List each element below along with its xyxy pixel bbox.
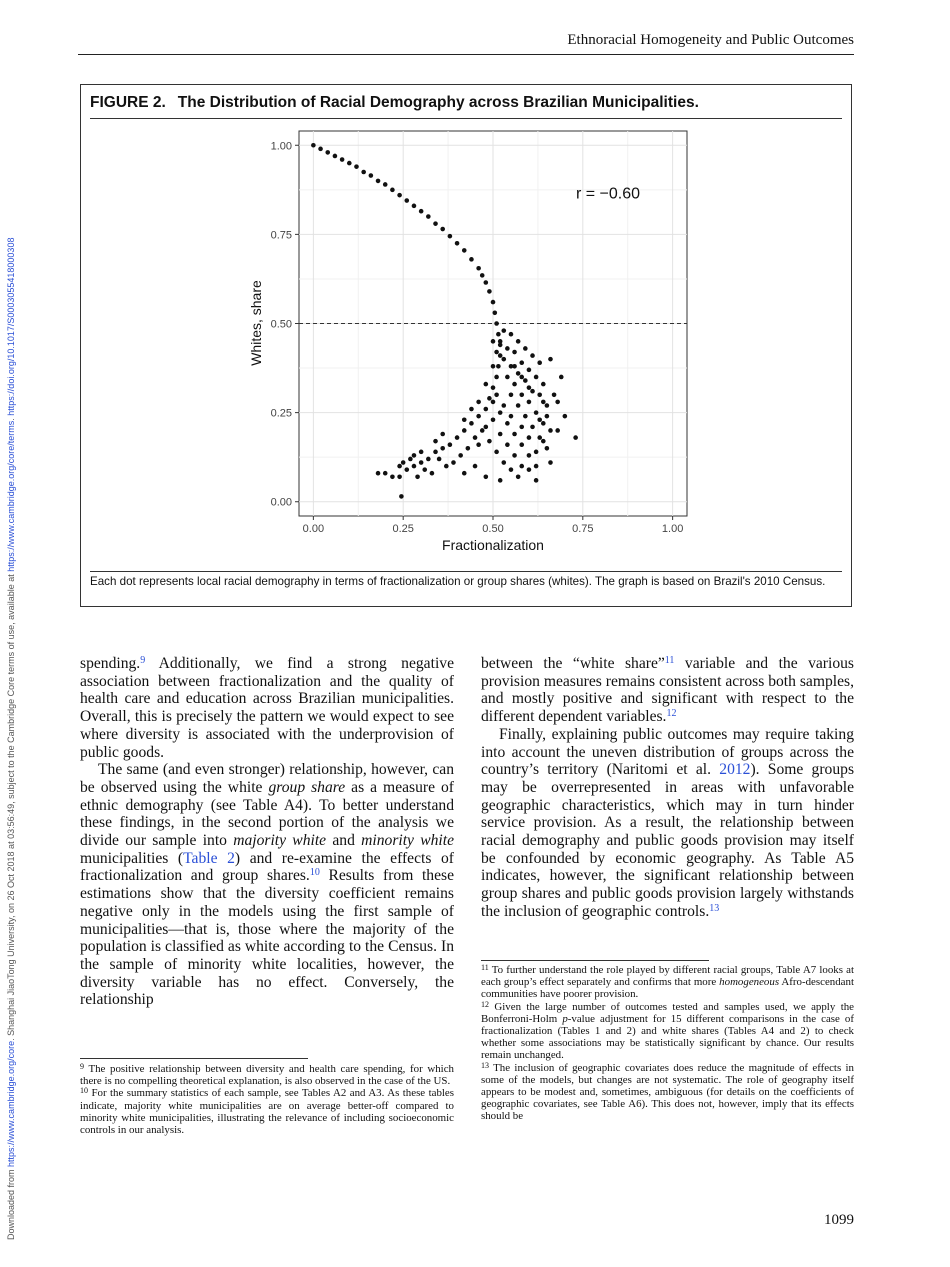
data-point [455,435,460,440]
data-point [548,428,553,433]
data-point [494,350,499,355]
footnotes-left [80,1063,454,1136]
data-point [552,392,557,397]
data-point [354,164,359,169]
data-point [419,209,424,214]
data-point [573,435,578,440]
data-point [516,474,521,479]
paragraph-right-2 [481,726,854,921]
data-point [347,161,352,166]
footnote-12 [481,1001,854,1062]
data-point [559,375,564,380]
data-point [512,350,517,355]
terms-link[interactable]: https://www.cambridge.org/core/terms [6,420,16,572]
emphasis: minority white [361,832,455,850]
data-point [491,300,496,305]
footnote-number: 10 [80,1086,88,1096]
text-run: ) and re-examine the effects of fractionalization and group shares. [80,849,454,885]
data-point [433,439,438,444]
data-point [496,364,501,369]
data-point [494,375,499,380]
data-point [462,248,467,253]
data-point [433,450,438,455]
data-point [480,428,485,433]
data-point [484,425,489,430]
data-point [451,460,456,465]
data-point [496,332,501,337]
data-point [404,467,409,472]
data-point [412,204,417,209]
data-point [516,403,521,408]
footnote-10 [80,1087,454,1136]
footnote-ref-12[interactable]: 12 [666,708,677,720]
data-point [448,442,453,447]
data-point [548,357,553,362]
header-rule [78,54,854,55]
data-point [534,450,539,455]
footnote-text: The inclusion of geographic covariates does reduce the magnitude of effects in some of the models, but changes are not systematic. The role of geography itself appears to be modest and, sometimes, ambiguous (for details on the coefficients of geographic covariates, see Table A6). This does not, however, imply that its effects should be [481,1061,854,1123]
data-point [376,179,381,184]
data-point [534,410,539,415]
data-point [545,446,550,451]
data-point [426,214,431,219]
data-point [523,346,528,351]
data-point [397,193,402,198]
data-point [505,375,510,380]
text-run: as a measure of ethnic demography (see Table A4). To better understand these findings, in the second portion of the analysis we divide our sample into [80,778,454,850]
paragraph-left-2 [80,761,454,1009]
data-point [530,425,535,430]
data-point [512,453,517,458]
data-point [484,382,489,387]
text-run: variable and the various provision measures remains consistent across both samples, and mostly positive and significant with respect to the different dependent variables. [481,655,854,726]
data-point [501,328,506,333]
data-point [541,400,546,405]
data-point [440,446,445,451]
x-tick-label: 0.75 [572,523,594,535]
table-2-link[interactable]: Table 2 [183,849,235,867]
emphasis: p [562,1012,568,1025]
data-point [383,471,388,476]
data-point [491,400,496,405]
data-point [397,464,402,469]
footnote-13 [481,1062,854,1123]
data-point [527,385,532,390]
data-point [494,392,499,397]
data-point [537,360,542,365]
data-point [494,450,499,455]
download-sep: . [6,415,16,421]
data-point [444,464,449,469]
data-point [480,273,485,278]
data-point [491,417,496,422]
data-point [458,453,463,458]
data-point [530,353,535,358]
y-axis-ticks [271,140,299,508]
footnote-number: 13 [481,1060,489,1070]
data-point [545,403,550,408]
x-tick-label: 0.25 [392,523,414,535]
data-point [491,385,496,390]
data-point [512,432,517,437]
x-tick-label: 0.00 [302,523,325,535]
data-point [509,414,514,419]
data-point [376,471,381,476]
data-point [492,311,497,316]
y-tick-label: 0.00 [270,496,292,509]
footnote-number: 11 [481,963,489,972]
footnote-text: To further understand the role played by different racial groups, Table A7 looks at each group’s effect separately and confirms that more [481,964,854,989]
data-point [505,421,510,426]
data-point [491,339,496,344]
data-point [484,280,489,285]
data-point [534,478,539,483]
data-point [476,414,481,419]
data-point [527,453,532,458]
data-point [516,371,521,376]
data-point [469,257,474,262]
data-point [527,435,532,440]
data-point [484,407,489,412]
data-point [399,494,404,499]
footnote-ref-10[interactable]: 10 [309,867,320,879]
paragraph-left-1 [80,655,454,761]
footnote-number: 12 [481,999,489,1009]
data-point [462,428,467,433]
text-run: Finally, explaining public outcomes may require taking into account the uneven distribution of groups across the country’s territory (Naritomi et al. [481,725,854,779]
text-run: Additionally, we find a strong negative association between fractionalization and the quality of health care and education across Brazilian municipalities. Overall, this is precisely the pattern we would expect to see where diversity is associated with the underprovision of public goods. [80,655,454,761]
data-point [563,414,568,419]
page-number: 1099 [824,1212,854,1228]
data-point [430,471,435,476]
data-point [473,464,478,469]
y-tick-label: 0.75 [270,229,292,242]
figure-label: FIGURE 2. [90,94,166,111]
data-point [415,474,420,479]
data-point [537,435,542,440]
data-point [455,241,460,246]
footnote-ref-13[interactable]: 13 [709,902,720,914]
emphasis: homogeneous [719,976,780,989]
data-point [408,457,413,462]
x-axis-ticks [303,516,684,535]
data-point [537,392,542,397]
data-point [433,221,438,226]
data-point [476,442,481,447]
data-point [498,353,503,358]
data-point [369,173,374,178]
figure-caption-rule [90,571,842,572]
footnote-text: Afro-descendant communities have poorer provision. [481,976,854,1001]
y-tick-label: 0.50 [270,318,292,331]
footnote-rule-right [481,960,709,961]
body-right-column [481,655,854,921]
data-point [501,460,506,465]
data-point [412,453,417,458]
x-tick-label: 0.50 [482,523,504,535]
data-point [462,417,467,422]
data-point [448,234,453,239]
data-point [462,471,467,476]
text-run: The same (and even stronger) relationship, however, can be observed using the white [80,761,454,796]
data-point [422,467,427,472]
data-point [498,339,503,344]
data-point [476,400,481,405]
data-point [519,375,524,380]
data-point [519,392,524,397]
doi-link[interactable]: https://doi.org/10.1017/S0003055418000308 [6,237,16,416]
data-point [469,407,474,412]
emphasis: majority white [233,832,327,850]
footnote-rule-left [80,1058,308,1059]
data-point [501,403,506,408]
data-point [548,460,553,465]
data-point [390,474,395,479]
text-run: and [326,832,362,850]
data-point [541,382,546,387]
data-point [519,425,524,430]
data-point [484,474,489,479]
data-point [401,460,406,465]
footnote-text: Given the large number of outcomes tested and samples used, we apply the Bonferroni-Holm [481,1000,854,1025]
data-point [397,474,402,479]
data-point [509,332,514,337]
data-point [541,421,546,426]
footnote-text: For the summary statistics of each sample, see Tables A2 and A3. As these tables indicate, majority white municipalities are on average better-off compared to minority white municipalities, illustrating the relevance of including socioeconomic controls in our analysis. [80,1087,454,1137]
running-head: Ethnoracial Homogeneity and Public Outcomes [567,32,854,48]
text-run: ). Some groups may be overrepresented in areas with unfavorable geographic characteristics, which may in turn hinder service provision. As a result, the relationship between racial demography and public goods provision may itself be confounded by economic geography. As Table A5 indicates, however, the significant relationship between group shares and public goods provision largely withstands the inclusion of geographic controls. [481,761,855,920]
data-point [505,346,510,351]
data-point [487,439,492,444]
data-point [505,442,510,447]
footnote-ref-11[interactable]: 11 [664,655,675,666]
data-point [325,150,330,155]
y-tick-label: 0.25 [270,407,292,420]
y-tick-label: 1.00 [270,140,292,153]
data-point [466,446,471,451]
paragraph-right-1 [481,655,854,726]
data-point [519,464,524,469]
citation-link[interactable]: 2012 [719,761,751,779]
data-point [437,457,442,462]
data-point [555,400,560,405]
correlation-annotation: r = −0.60 [575,185,640,203]
footnote-9 [80,1063,454,1087]
data-point [419,460,424,465]
emphasis: group share [268,778,346,796]
data-point [534,464,539,469]
data-point [487,289,492,294]
download-notice [4,90,18,1240]
footnote-ref-9[interactable]: 9 [140,655,146,666]
cambridge-core-link[interactable]: https://www.cambridge.org/core [6,1040,16,1167]
data-point [419,450,424,455]
text-run: between the “white share” [481,655,665,672]
data-point [516,339,521,344]
data-point [545,414,550,419]
data-point [426,457,431,462]
footnote-text: The positive relationship between diversity and health care spending, for which there is no compelling theoretical explanation, is also observed in the case of the US. [80,1063,454,1088]
text-run: Results from these estimations show that the diversity coefficient remains negative only in the models using the first sample of municipalities—that is, those where the majority of the population is classified as white according to the Census. In the sample of minority white localities, however, the diversity variable has no effect. Conversely, the relationship [80,867,454,1009]
data-point [498,478,503,483]
data-point [527,467,532,472]
data-point [534,375,539,380]
data-point [412,464,417,469]
data-point [390,188,395,193]
data-point [537,417,542,422]
y-axis-label: Whites, share [248,280,264,366]
data-point [491,364,496,369]
data-point [498,432,503,437]
data-point [541,439,546,444]
data-point [555,428,560,433]
data-point [523,414,528,419]
data-point [440,227,445,232]
scatter-chart [81,85,851,565]
figure-title-text: The Distribution of Racial Demography across Brazilian Municipalities. [177,94,699,111]
text-run: spending. [80,655,141,672]
text-run: municipalities ( [80,849,184,867]
data-point [361,170,366,175]
data-point [527,400,532,405]
data-point [530,389,535,394]
data-point [509,392,514,397]
data-point [498,410,503,415]
download-prefix: Downloaded from [6,1166,16,1240]
data-point [527,368,532,373]
data-point [509,467,514,472]
data-point [473,435,478,440]
data-point [523,378,528,383]
data-point [340,157,345,162]
data-point [311,143,316,148]
footnotes-right [481,964,854,1123]
data-point [476,266,481,271]
figure-caption: Each dot represents local racial demography in terms of fractionalization or group shares (whites). The graph is based on Brazil's 2010 Census. [90,575,826,588]
data-point [404,198,409,203]
x-axis-label: Fractionalization [442,537,544,553]
footnote-11 [481,964,854,1001]
x-tick-label: 1.00 [661,523,684,535]
data-point [440,432,445,437]
data-point [469,421,474,426]
data-point [512,364,517,369]
footnote-text: -value adjustment for 15 different comparisons in the case of fractionalization (Tables 1 and 2) and white shares (Tables A4 and 2) to check whether some associations may be statistically significant by chance. Our results remain unchanged. [481,1012,854,1062]
download-middle: . Shanghai JiaoTong University, on 26 Oct 2018 at 03:56:49, subject to the Cambridge Core terms of use, available at [6,571,16,1041]
data-point [512,382,517,387]
data-point [383,182,388,187]
footnote-number: 9 [80,1062,84,1071]
data-point [519,360,524,365]
data-point [333,154,338,159]
data-point [519,442,524,447]
data-point [318,147,323,152]
figure-2 [80,84,852,607]
data-point [487,396,492,401]
data-point [501,357,506,362]
data-point [494,321,499,326]
body-left-column [80,655,454,1009]
